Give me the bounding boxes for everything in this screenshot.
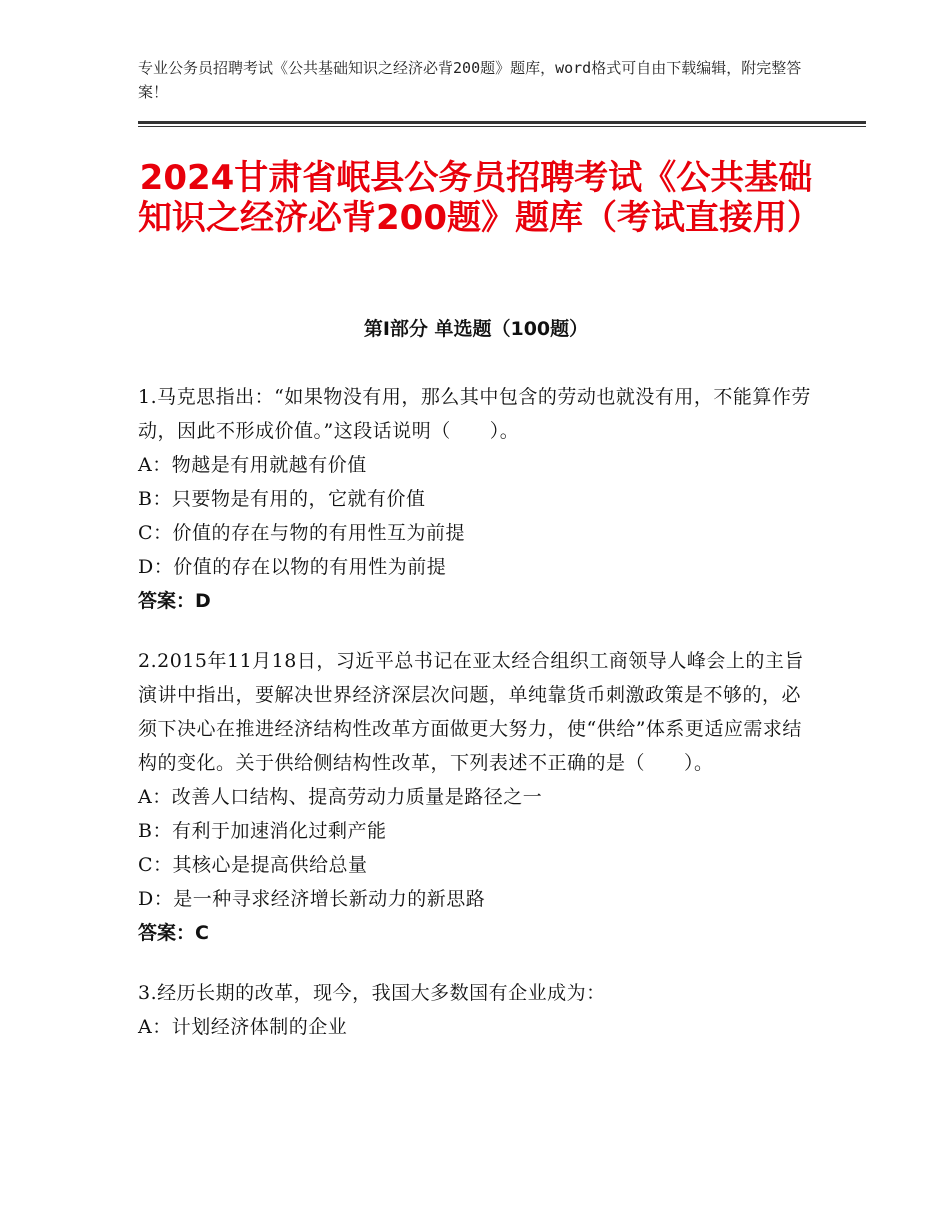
option-a: A：计划经济体制的企业 <box>138 1016 348 1038</box>
option-a: A：物越是有用就越有价值 <box>138 454 367 476</box>
option-c: C：其核心是提高供给总量 <box>138 854 368 876</box>
question-2 <box>138 644 818 950</box>
header-rule-thick <box>138 121 866 124</box>
option-d: D：价值的存在以物的有用性为前提 <box>138 556 447 578</box>
option-d: D：是一种寻求经济增长新动力的新思路 <box>138 888 486 910</box>
answer: 答案：D <box>138 590 211 612</box>
option-c: C：价值的存在与物的有用性互为前提 <box>138 522 466 544</box>
answer: 答案：C <box>138 922 209 944</box>
question-stem: 2.2015年11月18日，习近平总书记在亚太经合组织工商领导人峰会上的主旨演讲中指出，要解决世界经济深层次问题，单纯靠货币刺激政策是不够的，必须下决心在推进经济结构性改革方面做更大努力，使“供给”体系更适应需求结构的变化。关于供给侧结构性改革，下列表述不正确的是（ ）。 <box>138 650 804 774</box>
section-title: 第I部分 单选题（100题） <box>363 318 589 340</box>
question-list <box>138 380 818 1070</box>
option-b: B：有利于加速消化过剩产能 <box>138 820 387 842</box>
option-a: A：改善人口结构、提高劳动力质量是路径之一 <box>138 786 543 808</box>
header-note: 专业公务员招聘考试《公共基础知识之经济必背200题》题库，word格式可自由下载编辑，附完整答案！ <box>138 59 802 101</box>
question-3 <box>138 976 818 1044</box>
question-stem: 3.经历长期的改革，现今，我国大多数国有企业成为： <box>138 982 606 1004</box>
option-b: B：只要物是有用的，它就有价值 <box>138 488 426 510</box>
document-title: 2024甘肃省岷县公务员招聘考试《公共基础知识之经济必背200题》题库（考试直接用） <box>138 158 821 238</box>
question-stem: 1.马克思指出：“如果物没有用，那么其中包含的劳动也就没有用，不能算作劳动，因此不形成价值。”这段话说明（ ）。 <box>138 386 811 442</box>
question-1 <box>138 380 818 618</box>
header-rule-thin <box>138 126 866 127</box>
